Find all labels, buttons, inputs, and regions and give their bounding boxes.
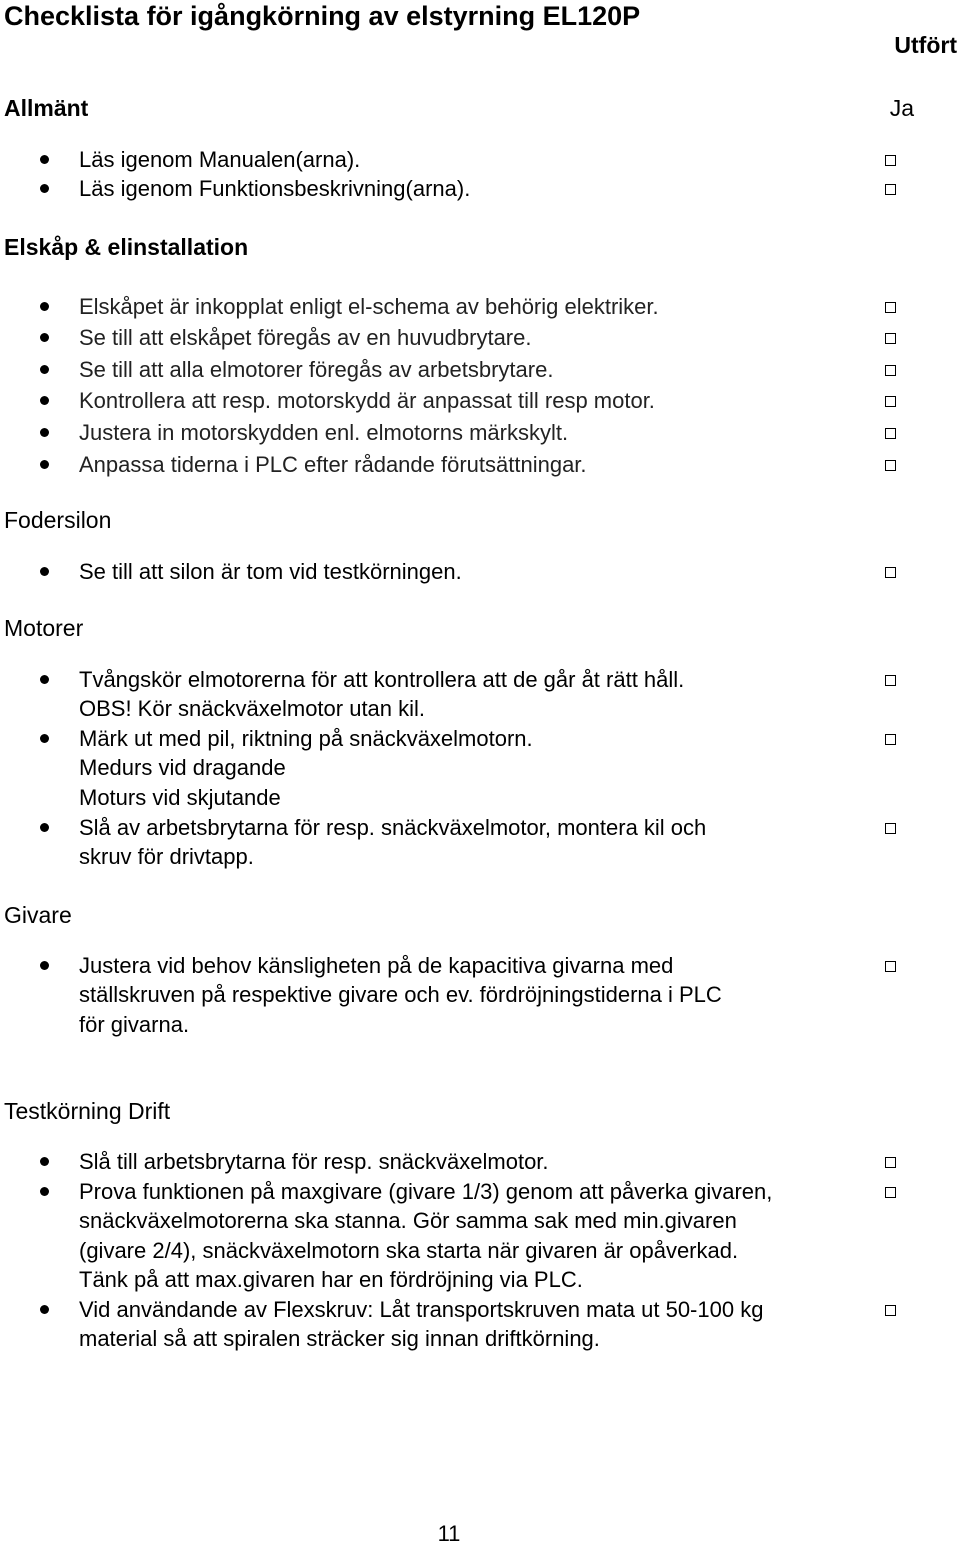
item-text-line: Anpassa tiderna i PLC efter rådande förutsättningar. [79, 452, 587, 477]
checkbox-icon[interactable] [885, 460, 896, 471]
bullet-icon [40, 460, 49, 469]
section-heading-fodersilon: Fodersilon [4, 507, 112, 533]
item-text-line: Tänk på att max.givaren har en fördröjning via PLC. [79, 1266, 583, 1292]
item-text-line: Prova funktionen på maxgivare (givare 1/3) genom att påverka givaren, [79, 1179, 773, 1204]
item-text-line: Kontrollera att resp. motorskydd är anpassat till resp motor. [79, 388, 655, 413]
bullet-icon [40, 823, 49, 832]
item-text-line: för givarna. [79, 1011, 190, 1037]
item-text-line: Läs igenom Manualen(arna). [79, 147, 361, 172]
item-text-line: Vid användande av Flexskruv: Låt transportskruven mata ut 50-100 kg [79, 1297, 764, 1322]
checkbox-icon[interactable] [885, 365, 896, 376]
checkbox-icon[interactable] [885, 333, 896, 344]
bullet-icon [40, 155, 49, 164]
section-heading-testkorning: Testkörning Drift [4, 1098, 171, 1124]
column-subheader-ja: Ja [889, 95, 914, 121]
item-text-line: ställskruven på respektive givare och ev. fördröjningstiderna i PLC [79, 982, 722, 1008]
item-text-line: Justera vid behov känsligheten på de kapacitiva givarna med [79, 953, 674, 978]
bullet-icon [40, 567, 49, 576]
bullet-icon [40, 1187, 49, 1196]
checkbox-icon[interactable] [885, 1187, 896, 1198]
item-text-line: Läs igenom Funktionsbeskrivning(arna). [79, 176, 471, 201]
bullet-icon [40, 1305, 49, 1314]
item-text-line: Moturs vid skjutande [79, 784, 281, 810]
checkbox-icon[interactable] [885, 734, 896, 745]
bullet-icon [40, 365, 49, 374]
bullet-icon [40, 734, 49, 743]
item-text-line: Tvångskör elmotorerna för att kontrollera att de går åt rätt håll. [79, 667, 685, 692]
bullet-icon [40, 961, 49, 970]
section-heading-givare: Givare [4, 902, 72, 928]
checkbox-icon[interactable] [885, 184, 896, 195]
item-text-line: material så att spiralen sträcker sig innan driftkörning. [79, 1326, 600, 1352]
item-text-line: Se till att silon är tom vid testkörningen. [79, 559, 462, 584]
item-text-line: snäckväxelmotorerna ska stanna. Gör samma sak med min.givaren [79, 1208, 737, 1234]
column-header-utfort: Utfört [894, 32, 957, 58]
item-text-line: OBS! Kör snäckväxelmotor utan kil. [79, 696, 426, 722]
bullet-icon [40, 675, 49, 684]
item-text-line: Justera in motorskydden enl. elmotorns märkskylt. [79, 420, 569, 445]
item-text-line: Se till att elskåpet föregås av en huvudbrytare. [79, 325, 532, 350]
bullet-icon [40, 184, 49, 193]
section-heading-allmant: Allmänt [4, 95, 89, 121]
checkbox-icon[interactable] [885, 675, 896, 686]
checkbox-icon[interactable] [885, 567, 896, 578]
document-title: Checklista för igångkörning av elstyrning EL120P [4, 1, 641, 31]
item-text-line: (givare 2/4), snäckväxelmotorn ska starta när givaren är opåverkad. [79, 1237, 739, 1263]
bullet-icon [40, 1157, 49, 1166]
bullet-icon [40, 396, 49, 405]
checkbox-icon[interactable] [885, 428, 896, 439]
item-text-line: Slå till arbetsbrytarna för resp. snäckväxelmotor. [79, 1149, 549, 1174]
bullet-icon [40, 428, 49, 437]
item-text-line: Se till att alla elmotorer föregås av arbetsbrytare. [79, 357, 554, 382]
checkbox-icon[interactable] [885, 961, 896, 972]
checkbox-icon[interactable] [885, 302, 896, 313]
bullet-icon [40, 333, 49, 342]
item-text-line: skruv för drivtapp. [79, 844, 254, 870]
section-heading-motorer: Motorer [4, 615, 84, 641]
checkbox-icon[interactable] [885, 396, 896, 407]
section-heading-elskap: Elskåp & elinstallation [4, 234, 249, 260]
item-text-line: Märk ut med pil, riktning på snäckväxelmotorn. [79, 726, 533, 751]
page-number: 11 [437, 1521, 461, 1546]
checkbox-icon[interactable] [885, 1157, 896, 1168]
checkbox-icon[interactable] [885, 155, 896, 166]
checkbox-icon[interactable] [885, 823, 896, 834]
item-text-line: Slå av arbetsbrytarna för resp. snäckväxelmotor, montera kil och [79, 815, 707, 840]
item-text-line: Elskåpet är inkopplat enligt el-schema av behörig elektriker. [79, 294, 659, 319]
checkbox-icon[interactable] [885, 1305, 896, 1316]
item-text-line: Medurs vid dragande [79, 755, 286, 781]
bullet-icon [40, 302, 49, 311]
